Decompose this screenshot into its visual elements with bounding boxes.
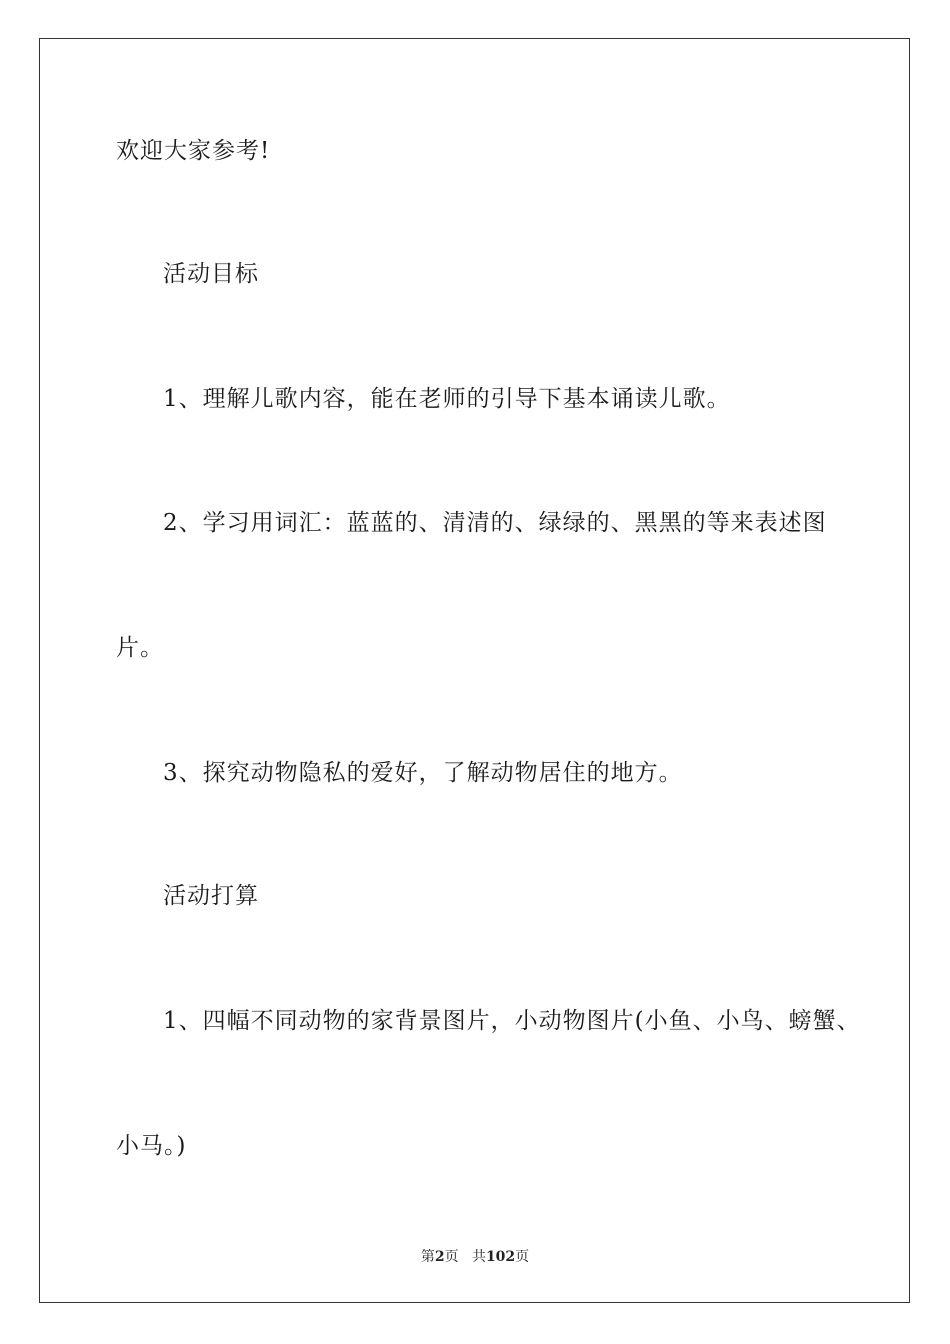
heading-activity-preparation: 活动打算 [163, 883, 259, 909]
preparation-item-1: 1、四幅不同动物的家背景图片，小动物图片(小鱼、小鸟、螃蟹、 [163, 1008, 861, 1034]
goal-item-1: 1、理解儿歌内容，能在老师的引导下基本诵读儿歌。 [163, 386, 731, 412]
preparation-item-1-continued: 小马。) [116, 1133, 187, 1159]
goal-item-2-continued: 片。 [116, 635, 164, 661]
total-prefix: 共 [471, 1249, 486, 1265]
page-prefix: 第 [420, 1249, 435, 1265]
total-pages: 102 [485, 1249, 516, 1265]
page-suffix: 页 [444, 1249, 459, 1265]
goal-item-2: 2、学习用词汇：蓝蓝的、清清的、绿绿的、黑黑的等来表述图 [163, 510, 827, 536]
page-border [39, 38, 910, 1303]
text-line-welcome: 欢迎大家参考! [116, 138, 271, 164]
heading-activity-goals: 活动目标 [163, 261, 259, 287]
goal-item-3: 3、探究动物隐私的爱好，了解动物居住的地方。 [163, 760, 683, 786]
page-footer [0, 1248, 950, 1266]
total-suffix: 页 [515, 1249, 530, 1265]
page-number: 2 [434, 1249, 445, 1265]
